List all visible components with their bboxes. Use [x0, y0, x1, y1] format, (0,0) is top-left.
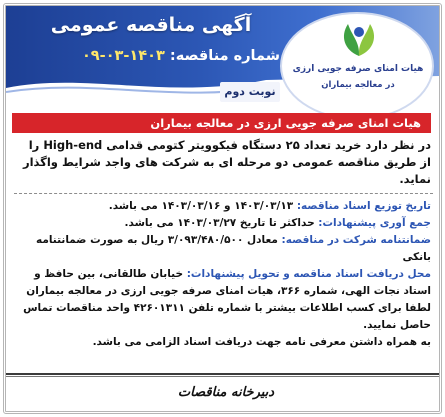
- section-divider: [14, 193, 433, 194]
- detail-value: به همراه داشتن معرفی نامه جهت دریافت اسناد الزامی می باشد.: [92, 336, 431, 348]
- detail-label: تاریخ توزیع اسناد مناقصه:: [296, 200, 431, 212]
- footer-rule: [6, 376, 439, 377]
- detail-value: حداکثر تا تاریخ ۱۴۰۳/۰۳/۲۷ می باشد.: [124, 217, 319, 229]
- footer-signature: دبیرخانه مناقصات: [177, 385, 275, 400]
- detail-label: محل دریافت اسناد مناقصه و تحویل پیشنهادات:: [186, 268, 431, 280]
- tender-number: [18, 48, 280, 64]
- organization-bar: هیات امنای صرفه جویی ارزی در معالجه بیماران: [12, 113, 431, 133]
- detail-guarantee: [16, 232, 431, 266]
- header-banner: [6, 6, 439, 112]
- round-badge: نوبت دوم: [220, 82, 280, 102]
- detail-value: معادل ۳/۰۹۳/۴۸۰/۵۰۰ ریال به صورت ضمانتنامه بانکی: [36, 234, 431, 263]
- detail-label: جمع آوری پیشنهادات:: [318, 217, 431, 229]
- tender-notice: [3, 3, 442, 414]
- leaf-logo-icon: [338, 20, 380, 58]
- detail-value: لطفا برای کسب اطلاعات بیشتر با شماره تلفن ۴۲۶۰۱۳۱۱ واحد مناقصات تماس حاصل نمایید.: [23, 302, 431, 331]
- detail-distribution-date: [16, 198, 431, 215]
- tender-number-label: شماره مناقصه:: [169, 48, 280, 64]
- footer: [6, 373, 439, 411]
- details-section: [16, 198, 431, 351]
- detail-introduction-letter: [16, 334, 431, 351]
- logo-text: هیات امنای صرفه جویی ارزی: [292, 64, 424, 74]
- detail-submission-deadline: [16, 215, 431, 232]
- page-title: آگهی مناقصه عمومی: [50, 14, 252, 36]
- detail-value: ۱۴۰۳/۰۳/۱۳ و ۱۴۰۳/۰۳/۱۶ می باشد.: [108, 200, 297, 212]
- detail-label: ضمانتنامه شرکت در مناقصه:: [281, 234, 431, 246]
- intro-text: در نظر دارد خرید تعداد ۲۵ دستگاه فیکوویتر کتومی قدامی High-end را از طریق مناقصه عمومی دو مرحله ای به شرکت های واجد شرایط واگذار نماید.: [22, 138, 431, 186]
- tender-number-value: ۱۴۰۳-۰۳-۰۹: [81, 48, 165, 64]
- detail-value: خیابان طالقانی، بین حافظ و استاد نجات الهی، شماره ۳۶۶، هیات امنای صرفه جویی ارزی در معالجه بیماران: [26, 268, 431, 297]
- detail-contact: [16, 300, 431, 334]
- detail-location: [16, 266, 431, 300]
- logo-subtext: در معالجه بیماران: [321, 80, 395, 90]
